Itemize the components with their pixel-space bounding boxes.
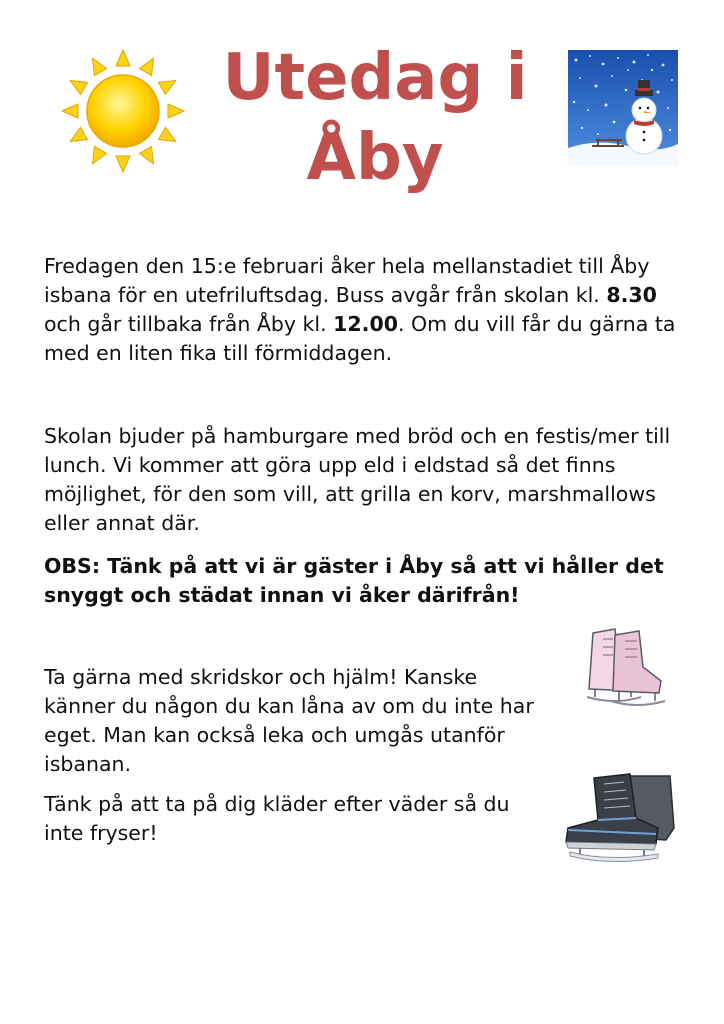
intro-text-c: . Om du vill får du gärna ta med en liten fika till förmiddagen.	[44, 312, 676, 365]
notice-paragraph: OBS: Tänk på att vi är gäster i Åby så att vi håller det snyggt och städat innan vi åker därifrån!	[44, 554, 664, 607]
hockey-skate-icon	[558, 770, 680, 870]
skates-paragraph: Ta gärna med skridskor och hjälm! Kanske känner du någon du kan låna av om du inte har eget. Man kan också leka och umgås utanför isbanan.	[44, 665, 534, 776]
intro-paragraph	[44, 252, 684, 368]
intro-text-a: Fredagen den 15:e februari åker hela mellanstadiet till Åby isbana för en utefriluftsdag. Buss avgår från skolan kl.	[44, 254, 650, 307]
departure-time: 8.30	[606, 283, 657, 307]
sun-icon	[60, 48, 186, 174]
intro-text-b: och går tillbaka från Åby kl.	[44, 312, 334, 336]
lunch-paragraph: Skolan bjuder på hamburgare med bröd och en festis/mer till lunch. Vi kommer att göra upp eld i eldstad så det finns möjlighet, för den som vill, att grilla en korv, marshmallows eller annat där.	[44, 424, 671, 535]
page-title: Utedag i Åby	[222, 41, 528, 195]
figure-skates-icon	[575, 625, 675, 720]
clothing-paragraph: Tänk på att ta på dig kläder efter väder så du inte fryser!	[44, 792, 510, 845]
snowman-icon	[568, 50, 678, 166]
return-time: 12.00	[333, 312, 398, 336]
